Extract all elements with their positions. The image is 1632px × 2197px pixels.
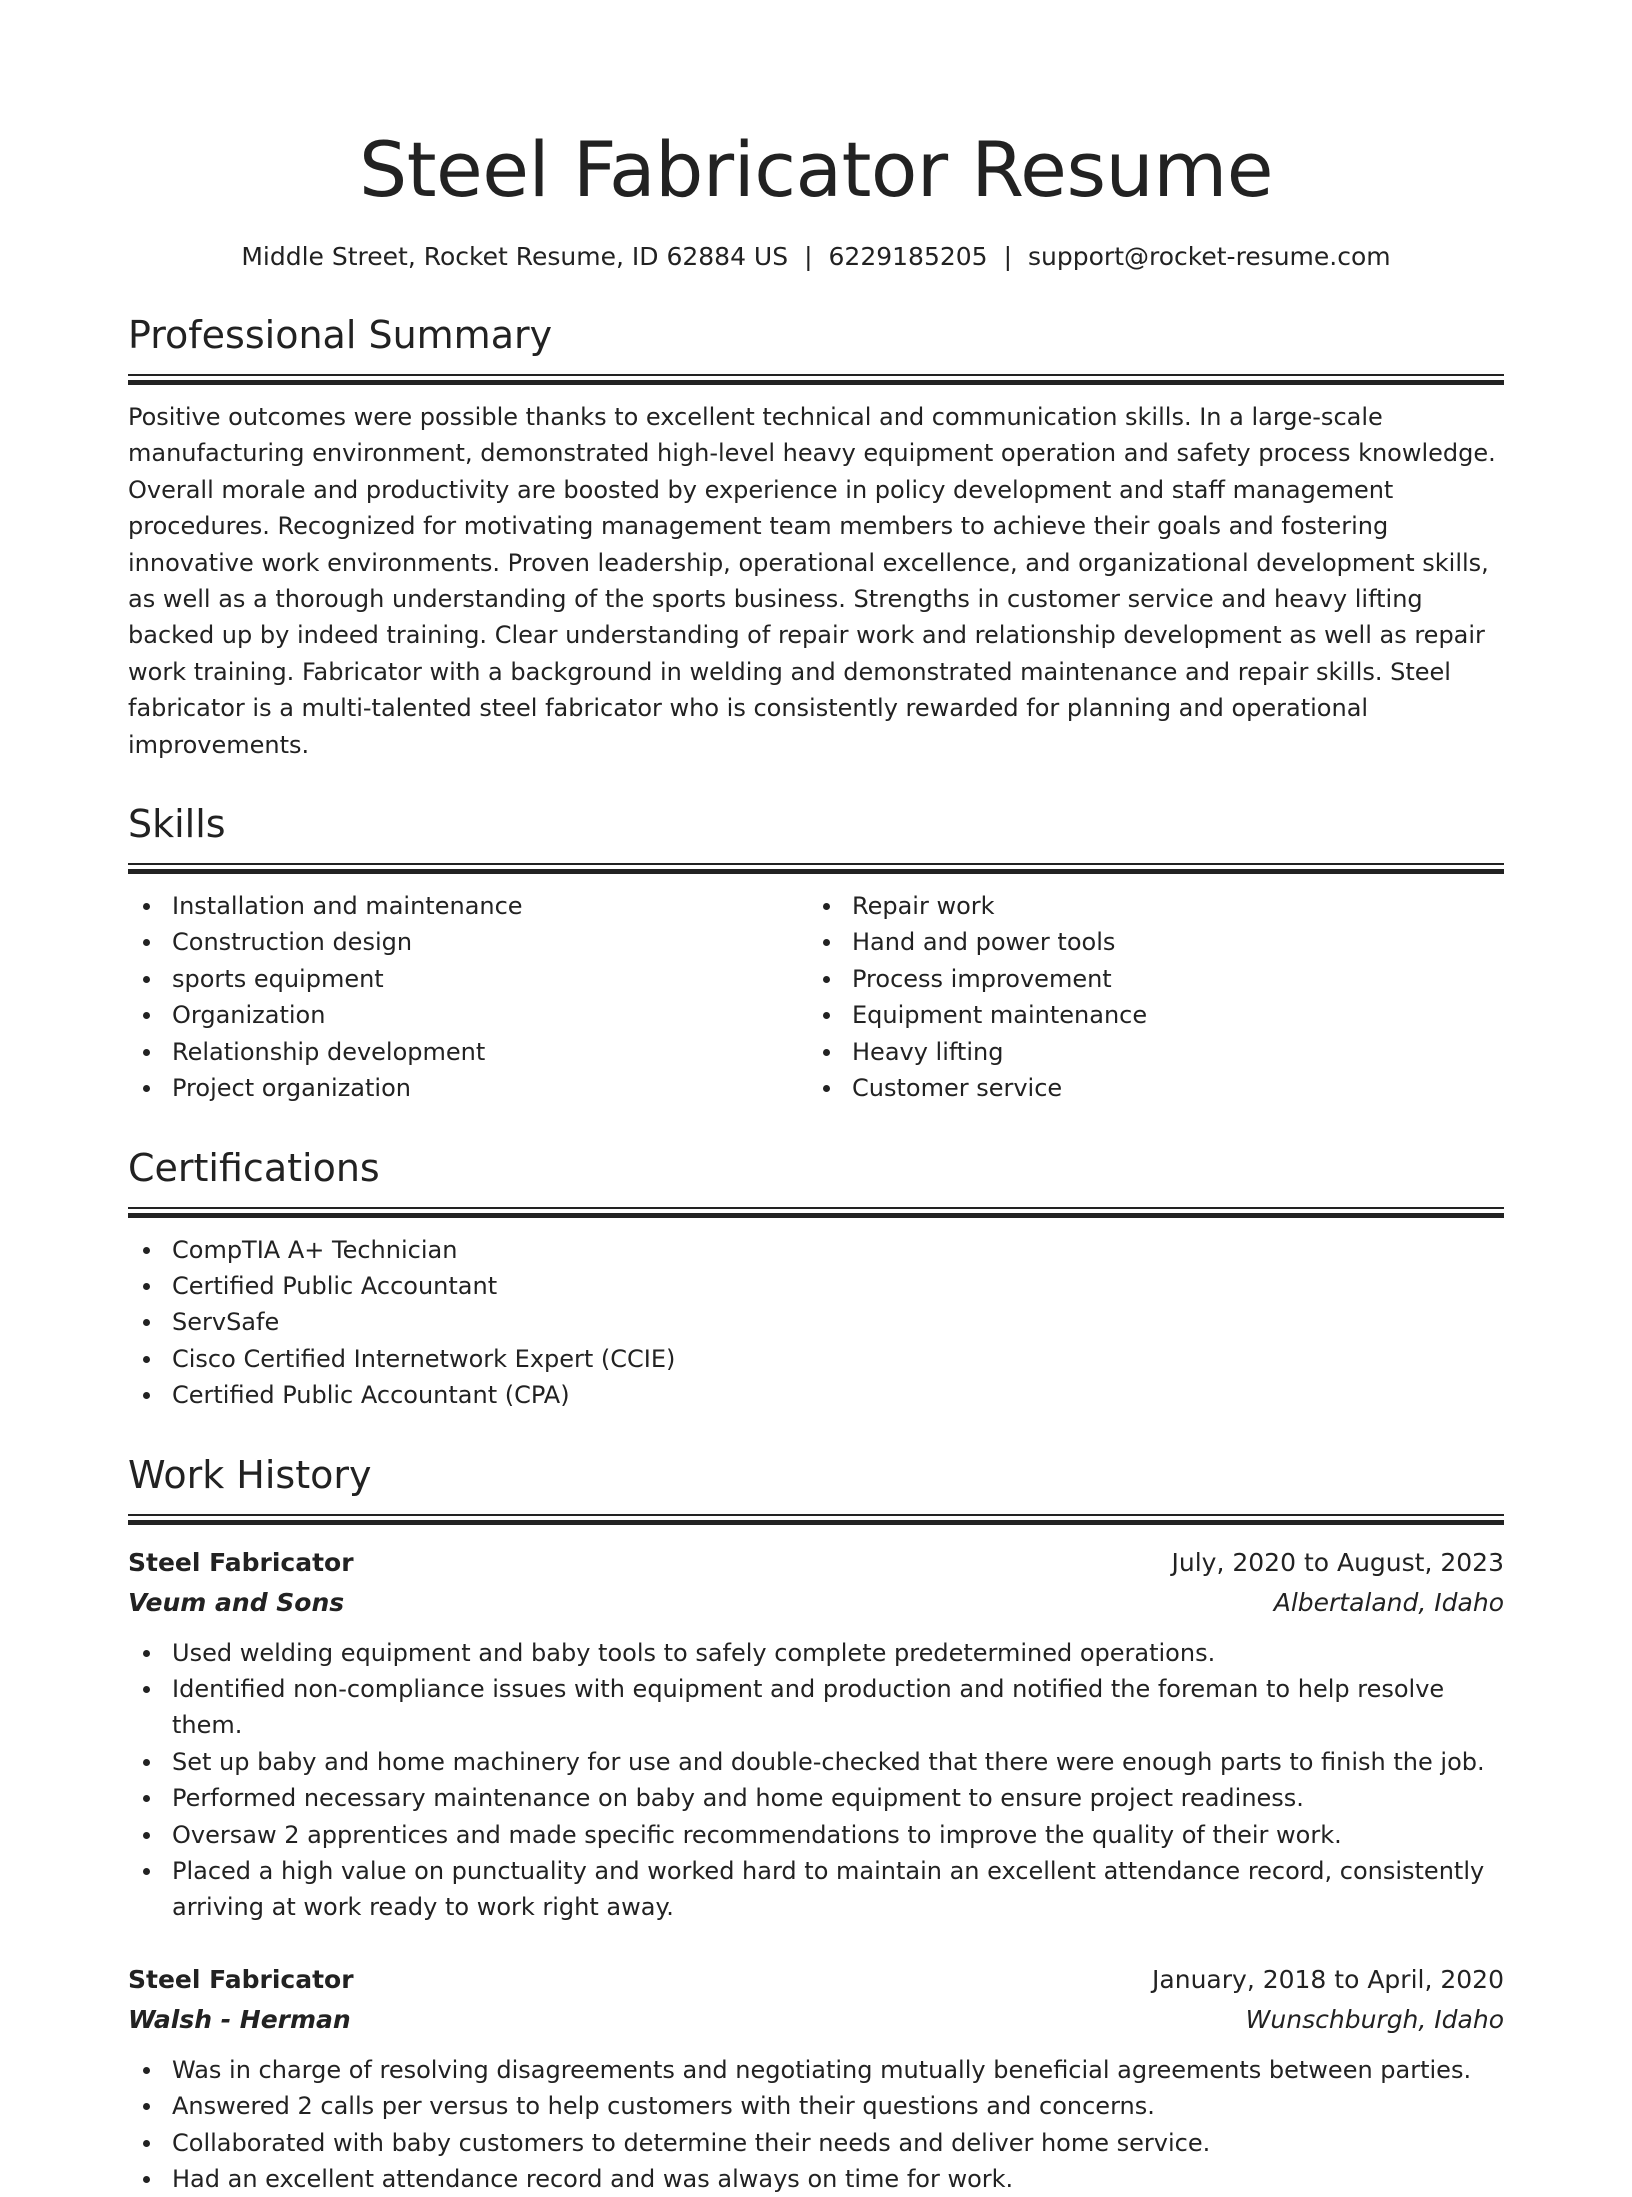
job-company-row	[128, 2000, 1504, 2040]
job-bullet: Placed a high value on punctuality and worked hard to maintain an excellent attendance record, consistently arriving at work ready to work right away.	[128, 1853, 1504, 1926]
job-bullets	[128, 1635, 1504, 1926]
job-entry	[128, 1960, 1504, 2197]
work-history-heading: Work History	[128, 1452, 372, 1497]
job-bullet: Answered 2 calls per versus to help customers with their questions and concerns.	[128, 2088, 1504, 2124]
page-title: Steel Fabricator Resume	[358, 125, 1273, 214]
contact-email: support@rocket-resume.com	[1028, 242, 1391, 271]
skills-list-right	[808, 888, 1488, 1106]
job-location: Wunschburgh, Idaho	[1245, 2004, 1504, 2034]
job-company: Veum and Sons	[128, 1587, 345, 1617]
job-bullet: Collaborated with baby customers to determine their needs and deliver home service.	[128, 2125, 1504, 2161]
skills-heading: Skills	[128, 802, 226, 847]
skill-item: Heavy lifting	[808, 1034, 1488, 1070]
skill-item: Construction design	[128, 924, 808, 960]
skills-columns	[128, 888, 1504, 1106]
certification-item: Cisco Certified Internetwork Expert (CCIE)	[128, 1341, 1504, 1377]
job-bullet: Had an excellent attendance record and was always on time for work.	[128, 2161, 1504, 2197]
job-title: Steel Fabricator	[128, 1964, 354, 1994]
job-bullets	[128, 2052, 1504, 2197]
job-header-row	[128, 1960, 1504, 2000]
job-bullet: Was in charge of resolving disagreements and negotiating mutually beneficial agreements between parties.	[128, 2052, 1504, 2088]
skills-section	[128, 799, 1504, 1106]
contact-separator: |	[804, 242, 813, 271]
summary-section	[128, 310, 1504, 763]
job-title: Steel Fabricator	[128, 1547, 354, 1577]
section-divider	[128, 1207, 1504, 1218]
certifications-section	[128, 1143, 1504, 1414]
certifications-list	[128, 1232, 1504, 1414]
job-bullet: Set up baby and home machinery for use and double-checked that there were enough parts to finish the job.	[128, 1744, 1504, 1780]
job-location: Albertaland, Idaho	[1273, 1587, 1504, 1617]
job-header-row	[128, 1543, 1504, 1583]
certification-item: ServSafe	[128, 1304, 1504, 1340]
job-bullet: Oversaw 2 apprentices and made specific recommendations to improve the quality of their work.	[128, 1817, 1504, 1853]
job-dates: January, 2018 to April, 2020	[1152, 1964, 1504, 1994]
contact-address: Middle Street, Rocket Resume, ID 62884 US	[241, 242, 789, 271]
skill-item: Project organization	[128, 1070, 808, 1106]
job-bullet: Identified non-compliance issues with equipment and production and notified the foreman to help resolve them.	[128, 1671, 1504, 1744]
job-company-row	[128, 1583, 1504, 1623]
summary-heading: Professional Summary	[128, 313, 553, 357]
contact-separator: |	[1003, 242, 1013, 271]
job-company: Walsh - Herman	[128, 2004, 351, 2034]
skill-item: Hand and power tools	[808, 924, 1488, 960]
job-entry	[128, 1543, 1504, 1926]
skill-item: Repair work	[808, 888, 1488, 924]
contact-phone: 6229185205	[828, 242, 988, 271]
skill-item: Process improvement	[808, 961, 1488, 997]
certification-item: Certified Public Accountant	[128, 1268, 1504, 1304]
job-bullet: Used welding equipment and baby tools to safely complete predetermined operations.	[128, 1635, 1504, 1671]
contact-line	[128, 240, 1504, 274]
skill-item: Equipment maintenance	[808, 997, 1488, 1033]
certification-item: Certified Public Accountant (CPA)	[128, 1377, 1504, 1413]
skill-item: Customer service	[808, 1070, 1488, 1106]
section-divider	[128, 863, 1504, 874]
section-divider	[128, 1514, 1504, 1525]
summary-text: Positive outcomes were possible thanks to excellent technical and communication skills. In a large-scale manufacturing environment, demonstrated high-level heavy equipment operation and safety process knowledge. Overall morale and productivity are boosted by experience in policy development and staff management procedures. Recognized for motivating management team members to achieve their goals and fostering innovative work environments. Proven leadership, operational excellence, and organizational development skills, as well as a thorough understanding of the sports business. Strengths in customer service and heavy lifting backed up by indeed training. Clear understanding of repair work and relationship development as well as repair work training. Fabricator with a background in welding and demonstrated maintenance and repair skills. Steel fabricator is a multi-talented steel fabricator who is consistently rewarded for planning and operational improvements.	[128, 403, 1496, 759]
skill-item: Relationship development	[128, 1034, 808, 1070]
job-dates: July, 2020 to August, 2023	[1171, 1547, 1504, 1577]
skill-item: Installation and maintenance	[128, 888, 808, 924]
skill-item: Organization	[128, 997, 808, 1033]
skill-item: sports equipment	[128, 961, 808, 997]
work-history-section	[128, 1450, 1504, 2197]
job-bullet: Performed necessary maintenance on baby and home equipment to ensure project readiness.	[128, 1780, 1504, 1816]
section-divider	[128, 374, 1504, 385]
resume-page	[128, 0, 1504, 2197]
certifications-heading: Certifications	[128, 1145, 380, 1190]
skills-list-left	[128, 888, 808, 1106]
certification-item: CompTIA A+ Technician	[128, 1232, 1504, 1268]
